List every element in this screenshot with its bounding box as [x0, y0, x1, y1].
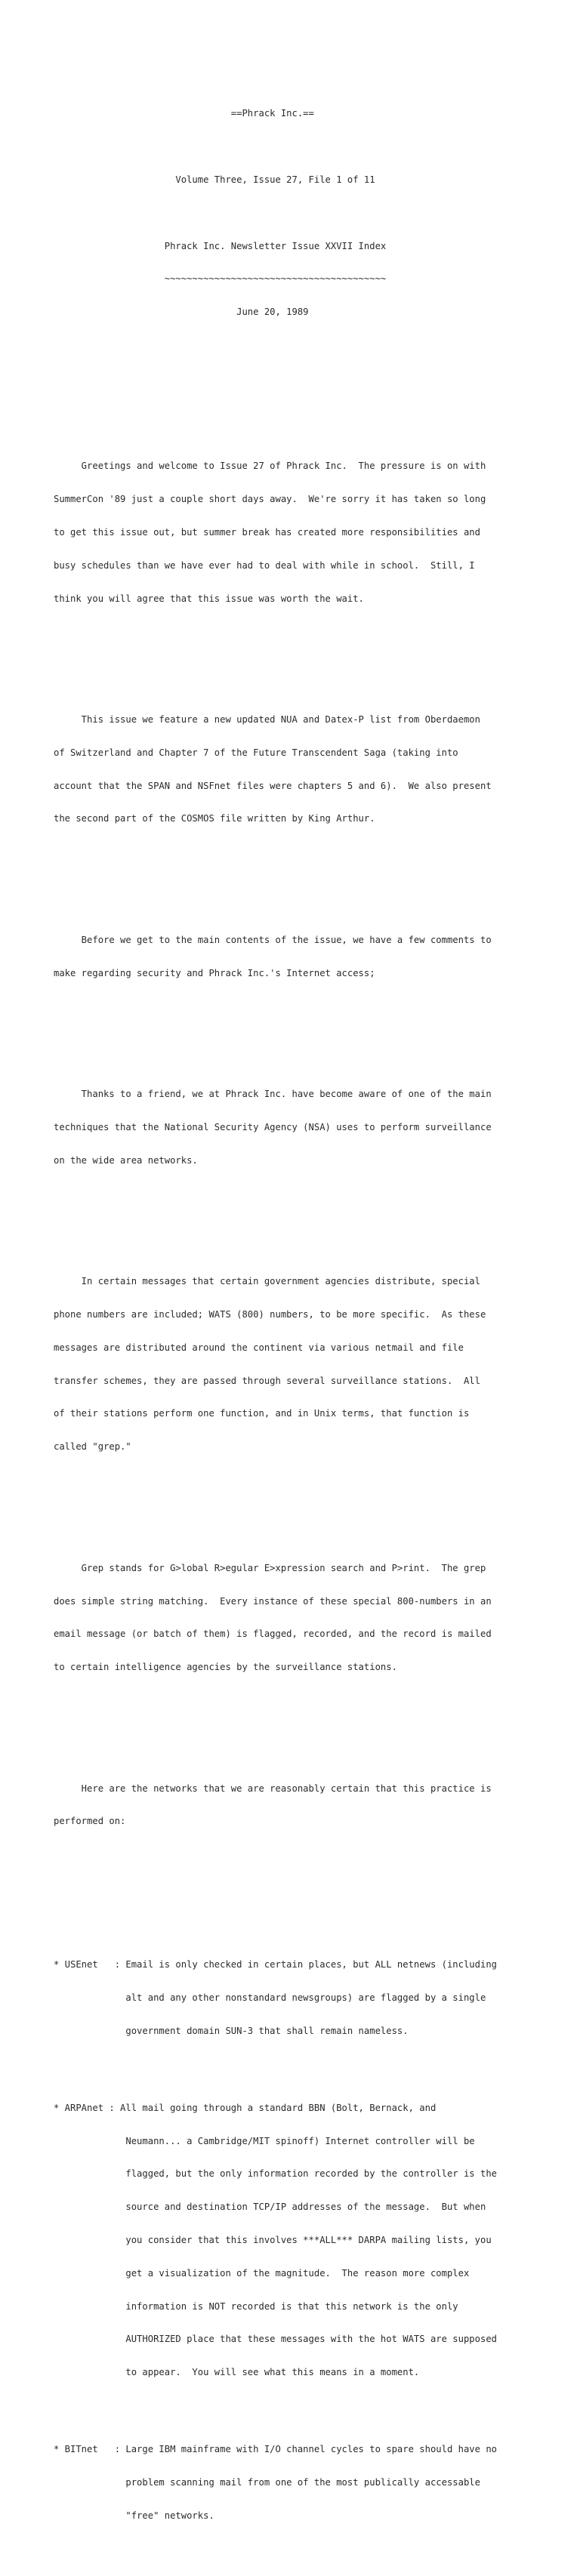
- text-line: information is NOT recorded is that this network is the only: [54, 2300, 458, 2312]
- text-line: This issue we feature a new updated NUA and Datex-P list from Oberdaemon: [54, 714, 480, 726]
- paragraph-security-intro: [54, 913, 537, 1001]
- text-line: * ARPAnet : All mail going through a standard BBN (Bolt, Bernack, and: [54, 2102, 437, 2113]
- text-line: busy schedules than we have ever had to deal with while in school. Still, I: [54, 559, 475, 571]
- paragraph-greeting: [54, 439, 537, 626]
- network-item-arpanet: [54, 2081, 537, 2400]
- paragraph-feature: [54, 692, 537, 846]
- text-line: problem scanning mail from one of the most publically accessable: [54, 2477, 480, 2488]
- text-line: email message (or batch of them) is flagged, recorded, and the record is mailed: [54, 1628, 492, 1640]
- text-line: AUTHORIZED place that these messages with the hot WATS are supposed: [54, 2334, 497, 2345]
- magazine-name: ==Phrack Inc.==: [54, 108, 314, 119]
- text-line: called "grep.": [54, 1441, 131, 1453]
- text-line: flagged, but the only information recorded by the controller is the: [54, 2168, 497, 2180]
- text-line: Grep stands for G>lobal R>egular E>xpression search and P>rint. The grep: [54, 1562, 486, 1573]
- text-line: performed on:: [54, 1816, 126, 1827]
- network-item-bitnet: [54, 2422, 537, 2544]
- title-underline: ~~~~~~~~~~~~~~~~~~~~~~~~~~~~~~~~~~~~~~~~: [54, 273, 387, 285]
- text-line: on the wide area networks.: [54, 1154, 198, 1166]
- text-line: the second part of the COSMOS file written by King Arthur.: [54, 813, 375, 824]
- text-line: Thanks to a friend, we at Phrack Inc. have become aware of one of the main: [54, 1089, 492, 1100]
- text-line: to appear. You will see what this means in a moment.: [54, 2367, 420, 2378]
- text-line: phone numbers are included; WATS (800) numbers, to be more specific. As these: [54, 1309, 486, 1320]
- text-line: Neumann... a Cambridge/MIT spinoff) Internet controller will be: [54, 2135, 475, 2146]
- text-line: transfer schemes, they are passed through several surveillance stations. All: [54, 1375, 480, 1386]
- document-page: [54, 64, 537, 2576]
- text-line: source and destination TCP/IP addresses of the message. But when: [54, 2202, 486, 2213]
- text-line: get a visualization of the magnitude. The reason more complex: [54, 2267, 470, 2279]
- issue-date: June 20, 1989: [54, 307, 309, 318]
- text-line: messages are distributed around the continent via various netmail and file: [54, 1342, 464, 1353]
- text-line: Greetings and welcome to Issue 27 of Phrack Inc. The pressure is on with: [54, 461, 486, 472]
- text-line: Before we get to the main contents of the issue, we have a few comments to: [54, 934, 492, 945]
- text-line: In certain messages that certain government agencies distribute, special: [54, 1276, 480, 1287]
- text-line: to get this issue out, but summer break has created more responsibilities and: [54, 526, 480, 538]
- network-list: [54, 1915, 537, 2565]
- document-header: [54, 86, 537, 405]
- text-line: does simple string matching. Every instance of these special 800-numbers in an: [54, 1595, 492, 1607]
- text-line: of their stations perform one function, and in Unix terms, that function is: [54, 1408, 470, 1419]
- text-line: account that the SPAN and NSFnet files were chapters 5 and 6). We also present: [54, 780, 492, 791]
- text-line: Here are the networks that we are reasonably certain that this practice is: [54, 1783, 492, 1794]
- text-line: you consider that this involves ***ALL*** DARPA mailing lists, you: [54, 2234, 492, 2245]
- text-line: SummerCon '89 just a couple short days away. We're sorry it has taken so long: [54, 494, 486, 505]
- text-line: alt and any other nonstandard newsgroups) are flagged by a single: [54, 1992, 486, 2003]
- paragraph-wats: [54, 1254, 537, 1474]
- text-line: government domain SUN-3 that shall remain nameless.: [54, 2025, 409, 2036]
- text-line: * USEnet : Email is only checked in certain places, but ALL netnews (including: [54, 1959, 497, 1971]
- text-line: make regarding security and Phrack Inc.'s Internet access;: [54, 967, 375, 978]
- text-line: to certain intelligence agencies by the surveillance stations.: [54, 1662, 397, 1673]
- volume-issue-line: Volume Three, Issue 27, File 1 of 11: [54, 174, 375, 185]
- text-line: techniques that the National Security Agency (NSA) uses to perform surveillance: [54, 1122, 492, 1132]
- text-line: "free" networks.: [54, 2510, 214, 2521]
- text-line: of Switzerland and Chapter 7 of the Future Transcendent Saga (taking into: [54, 747, 458, 758]
- paragraph-networks-intro: [54, 1761, 537, 1849]
- paragraph-nsa: [54, 1067, 537, 1188]
- paragraph-grep: [54, 1541, 537, 1695]
- text-line: * BITnet : Large IBM mainframe with I/O channel cycles to spare should have no: [54, 2444, 497, 2455]
- text-line: think you will agree that this issue was worth the wait.: [54, 593, 364, 604]
- network-item-usenet: [54, 1937, 537, 2059]
- issue-title: Phrack Inc. Newsletter Issue XXVII Index: [54, 240, 387, 251]
